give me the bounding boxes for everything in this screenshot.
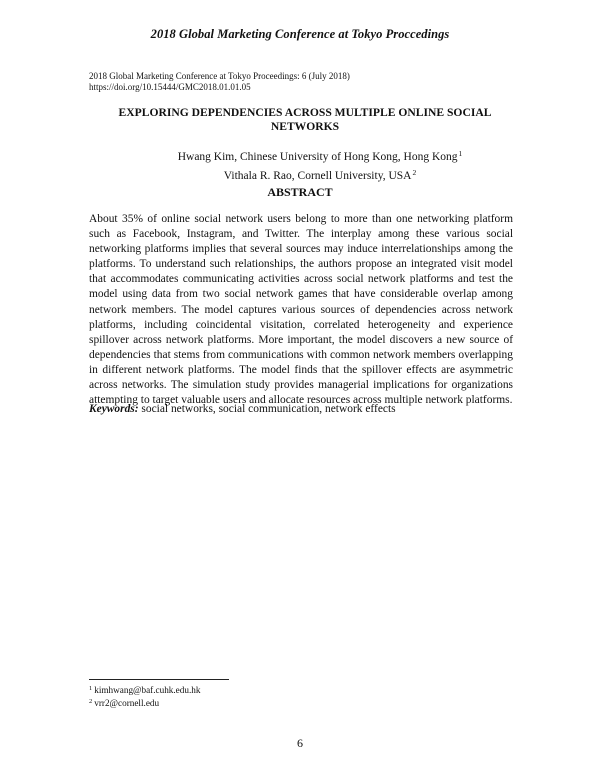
footnotes	[89, 683, 200, 709]
keywords-line	[89, 403, 396, 415]
author-line	[120, 146, 520, 165]
doi-link[interactable]: https://doi.org/10.15444/GMC2018.01.01.05	[89, 82, 251, 92]
paper-title: EXPLORING DEPENDENCIES ACROSS MULTIPLE ONLINE SOCIAL NETWORKS	[118, 106, 492, 133]
page-number: 6	[297, 736, 303, 750]
footnote-email[interactable]: kimhwang@baf.cuhk.edu.hk	[94, 685, 201, 695]
keywords-label: Keywords:	[89, 403, 139, 415]
footnote-divider	[89, 679, 229, 680]
footnote-number: 2	[89, 698, 93, 705]
abstract-heading: ABSTRACT	[267, 185, 333, 199]
author-affiliation: Vithala R. Rao, Cornell University, USA	[223, 170, 412, 182]
author-line	[120, 165, 520, 184]
keywords-text: social networks, social communication, network effects	[141, 403, 396, 415]
citation-line: 2018 Global Marketing Conference at Tokyo Proceedings: 6 (July 2018)	[89, 71, 350, 81]
abstract-body: About 35% of online social network users belong to more than one networking platform such as Facebook, Instagram, and Twitter. The interplay among these various social networking platforms implies that several sources may induce interrelationships among the platforms. To understand such relationships, the authors propose an integrated visit model that accommodates communicating activities across social network platforms and test the model using data from two social network games that have considerable overlap among network members. The model captures various sources of dependencies across network platforms, including coincidental visitation, correlated heterogeneity and experience spillover across network platforms. More important, the model discovers a new source of dependencies that stems from communications with common network members overlapping in different network platforms. The model finds that the spillover effects are asymmetric across networks. The simulation study provides managerial implications for organizations attempting to target valuable users and allocate resources across multiple network platforms.	[89, 213, 513, 407]
footnote-email[interactable]: vrr2@cornell.edu	[94, 698, 160, 708]
footnote-marker[interactable]: 2	[412, 168, 417, 177]
footnote	[89, 683, 200, 696]
author-list	[120, 146, 520, 184]
citation-block	[89, 71, 350, 93]
footnote-marker[interactable]: 1	[458, 149, 463, 158]
running-header: 2018 Global Marketing Conference at Tokyo Proccedings	[150, 27, 450, 41]
footnote	[89, 696, 200, 709]
author-affiliation: Hwang Kim, Chinese University of Hong Kong, Hong Kong	[177, 151, 458, 163]
footnote-number: 1	[89, 685, 93, 692]
